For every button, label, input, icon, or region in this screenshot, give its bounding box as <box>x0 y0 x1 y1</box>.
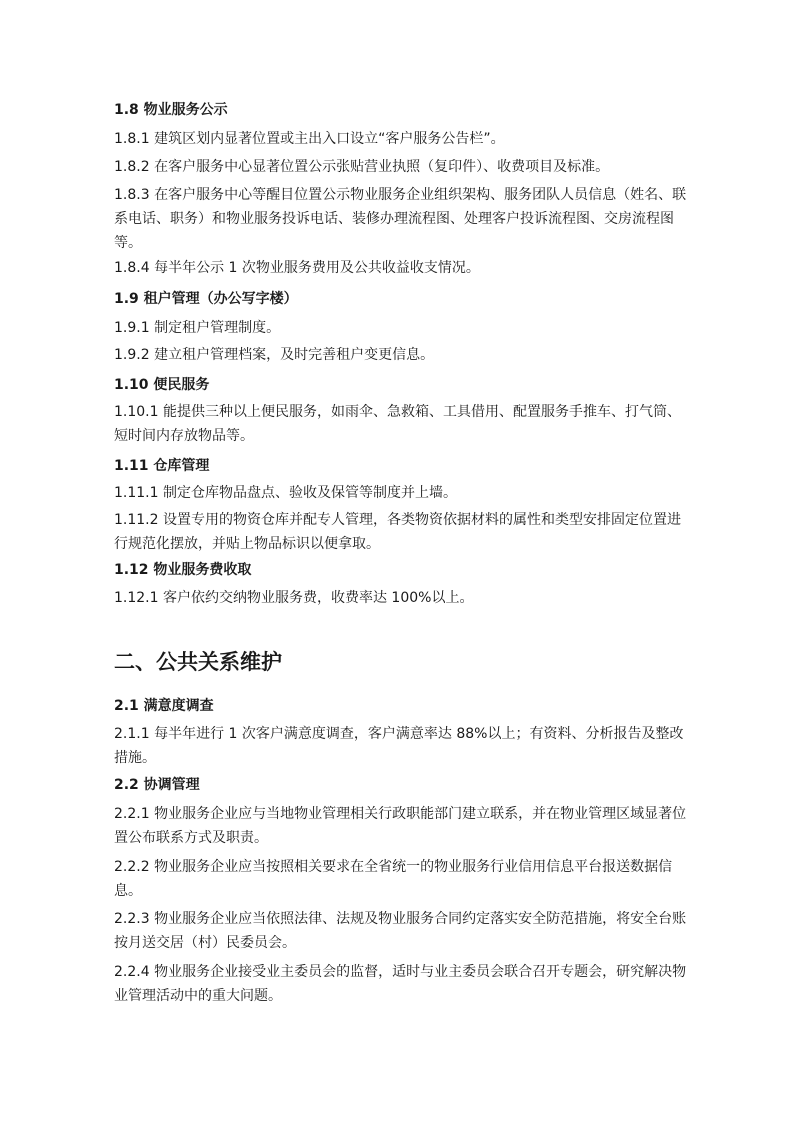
paragraph: 2.1.1 每半年进行 1 次客户满意度调查，客户满意率达 88%以上；有资料、分析报告及整改措施。 <box>114 726 684 766</box>
section-heading: 2.2 协调管理 <box>114 777 200 793</box>
paragraph: 1.12.1 客户依约交纳物业服务费，收费率达 100%以上。 <box>114 590 474 606</box>
paragraph: 1.8.2 在客户服务中心显著位置公示张贴营业执照（复印件）、收费项目及标准。 <box>114 159 610 175</box>
paragraph: 2.2.4 物业服务企业接受业主委员会的监督，适时与业主委员会联合召开专题会，研究解决物业管理活动中的重大问题。 <box>114 964 687 1004</box>
section-heading: 2.1 满意度调查 <box>114 698 214 714</box>
chapter-title: 二、公共关系维护 <box>114 650 282 674</box>
paragraph: 1.9.2 建立租户管理档案，及时完善租户变更信息。 <box>114 347 435 363</box>
paragraph: 1.10.1 能提供三种以上便民服务，如雨伞、急救箱、工具借用、配置服务手推车、打气筒、短时间内存放物品等。 <box>114 404 681 444</box>
section-heading: 1.11 仓库管理 <box>114 458 210 474</box>
paragraph: 2.2.1 物业服务企业应与当地物业管理相关行政职能部门建立联系，并在物业管理区域显著位置公布联系方式及职责。 <box>114 806 687 846</box>
section-heading: 1.8 物业服务公示 <box>114 102 228 118</box>
section-heading: 1.9 租户管理（办公写字楼） <box>114 291 298 307</box>
paragraph: 1.11.1 制定仓库物品盘点、验收及保管等制度并上墙。 <box>114 485 457 501</box>
paragraph: 2.2.2 物业服务企业应当按照相关要求在全省统一的物业服务行业信用信息平台报送数据信息。 <box>114 859 673 899</box>
paragraph: 1.8.1 建筑区划内显著位置或主出入口设立“客户服务公告栏”。 <box>114 131 505 147</box>
paragraph: 1.8.4 每半年公示 1 次物业服务费用及公共收益收支情况。 <box>114 260 480 276</box>
paragraph: 1.9.1 制定租户管理制度。 <box>114 320 281 336</box>
paragraph: 1.11.2 设置专用的物资仓库并配专人管理，各类物资依据材料的属性和类型安排固定位置进行规范化摆放，并贴上物品标识以便拿取。 <box>114 512 681 552</box>
section-heading: 1.12 物业服务费收取 <box>114 562 252 578</box>
section-heading: 1.10 便民服务 <box>114 377 210 393</box>
paragraph: 1.8.3 在客户服务中心等醒目位置公示物业服务企业组织架构、服务团队人员信息（姓名、联系电话、职务）和物业服务投诉电话、装修办理流程图、处理客户投诉流程图、交房流程图等。 <box>114 187 687 251</box>
paragraph: 2.2.3 物业服务企业应当依照法律、法规及物业服务合同约定落实安全防范措施，将安全台账按月送交居（村）民委员会。 <box>114 911 687 951</box>
